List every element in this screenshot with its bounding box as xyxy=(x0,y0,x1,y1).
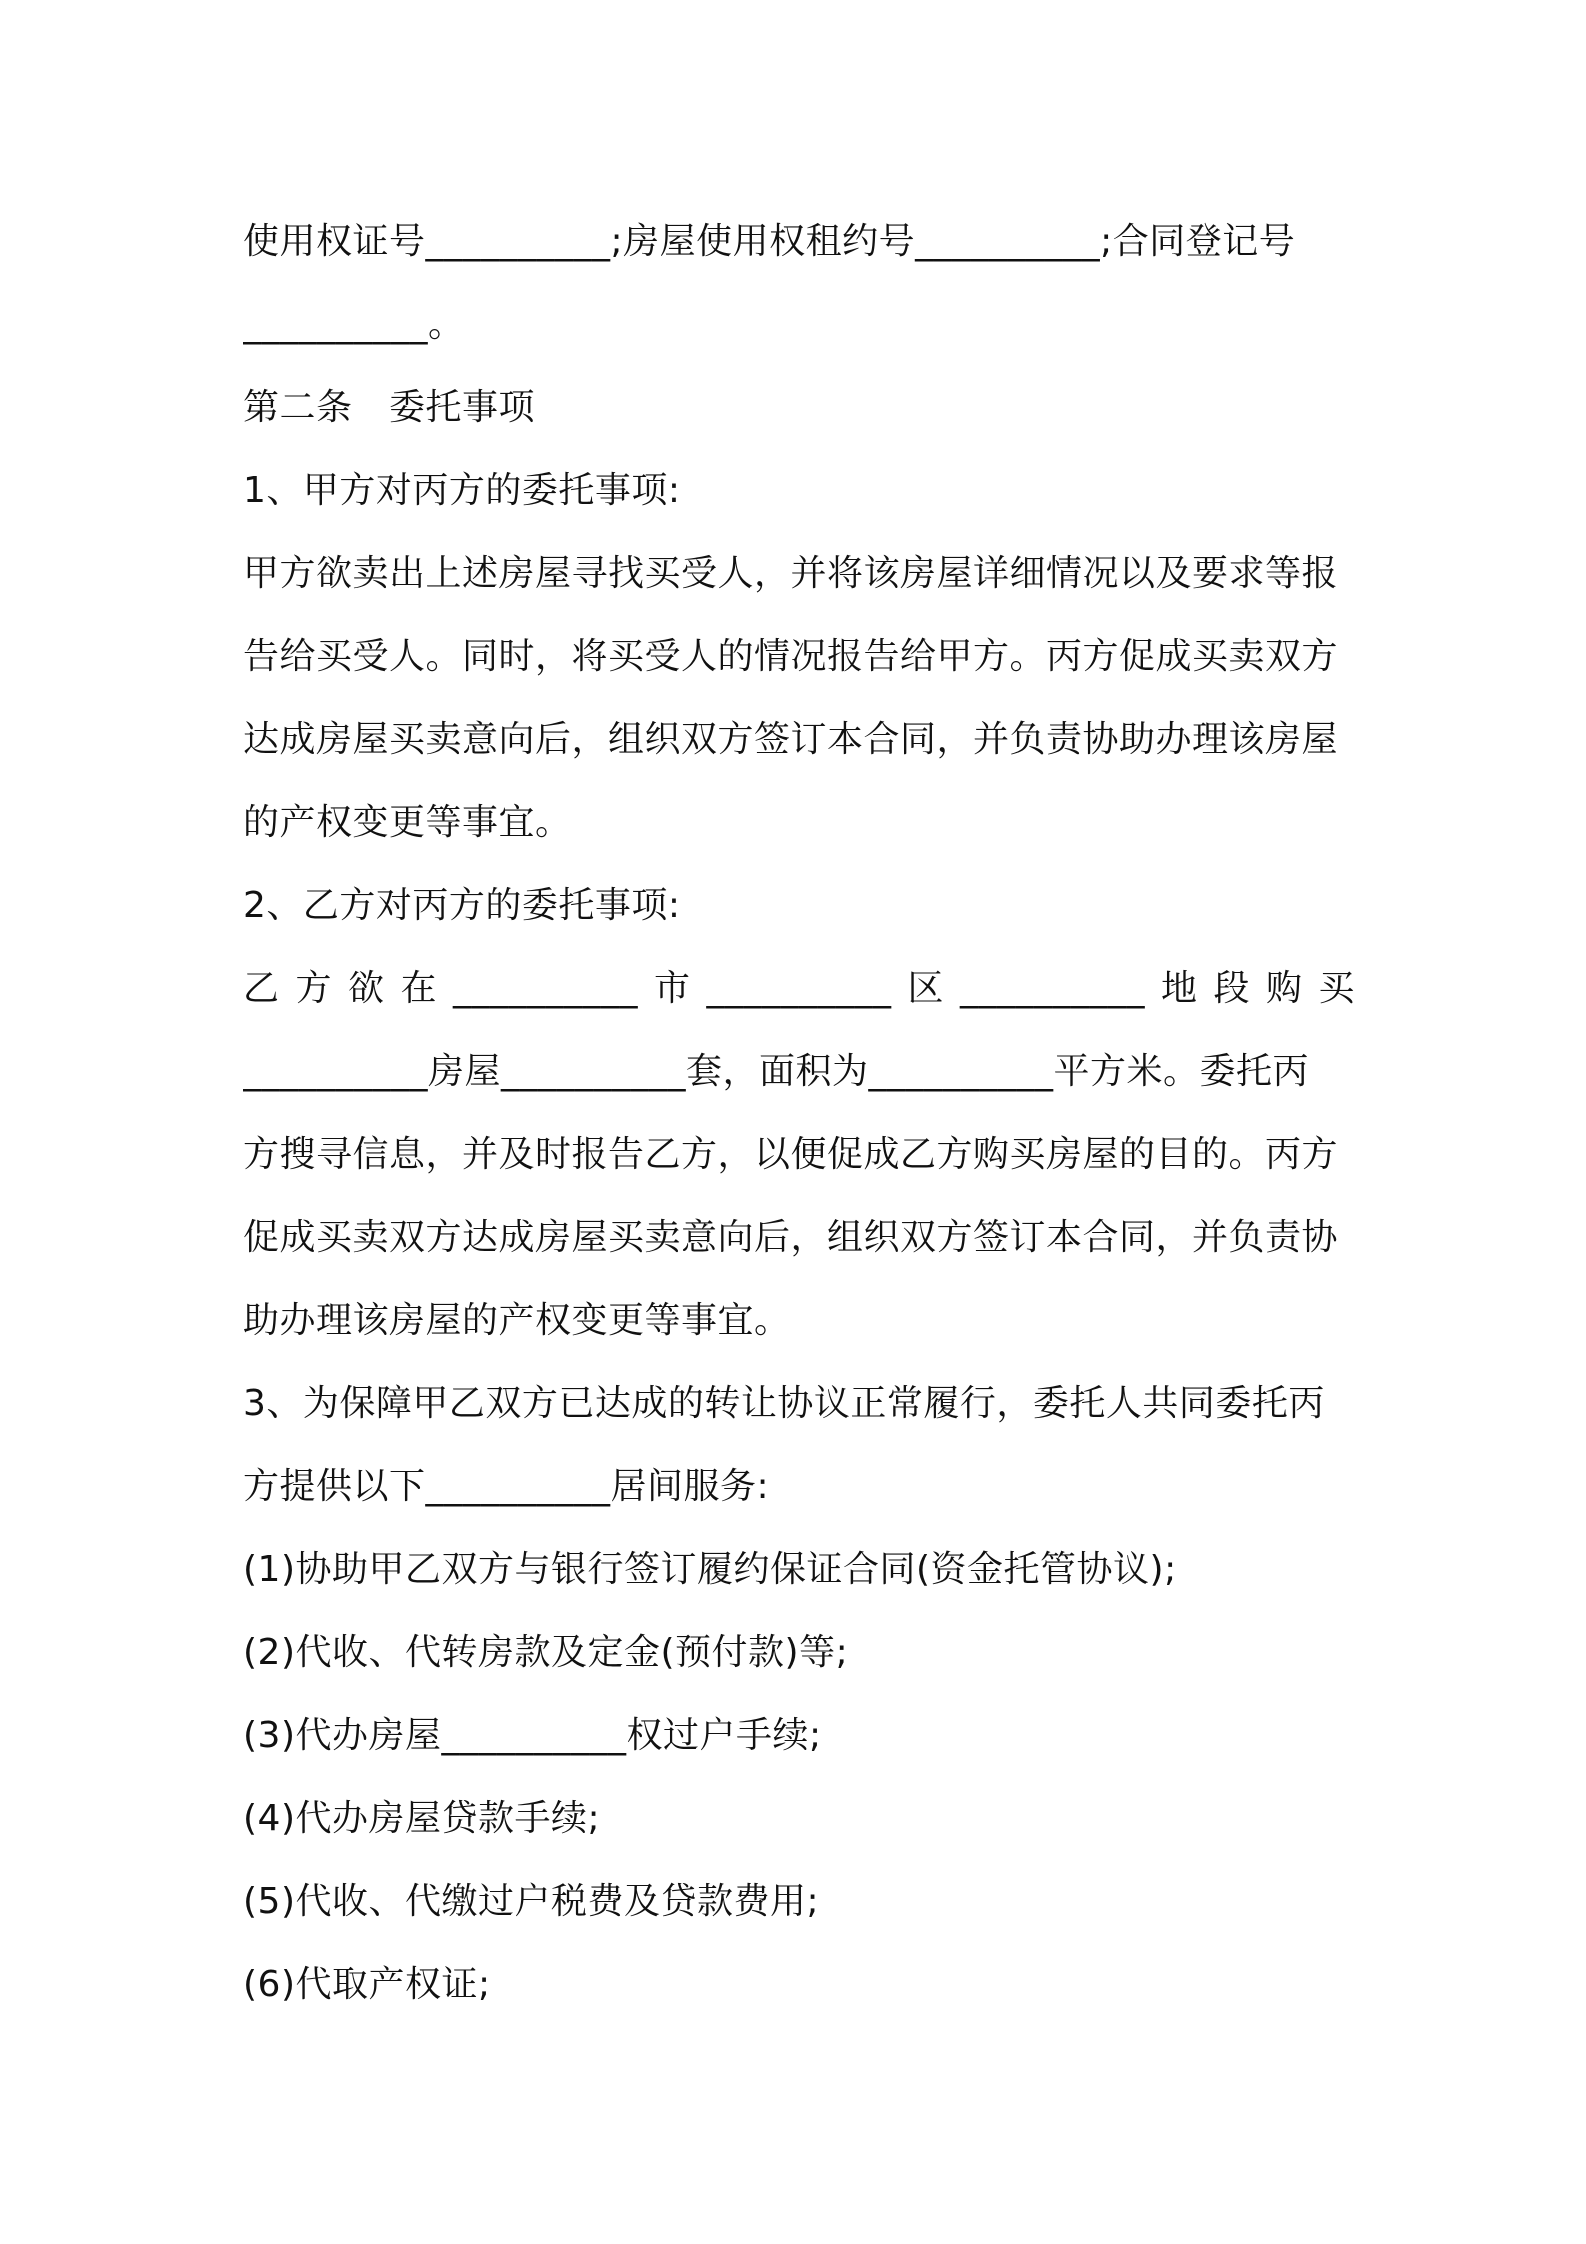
word: 市 xyxy=(653,968,691,1009)
list-item-3: (3)代办房屋__________权过户手续; xyxy=(243,1715,822,1756)
word: 欲 xyxy=(348,968,385,1009)
clause-2-heading: 2、乙方对丙方的委托事项: xyxy=(243,885,681,926)
word: 买 xyxy=(1318,968,1355,1009)
word: 段 xyxy=(1213,968,1250,1009)
word: 购 xyxy=(1265,968,1303,1009)
text-line-10 xyxy=(243,947,1355,1030)
word: 乙 xyxy=(243,968,280,1009)
list-item-6: (6)代取产权证; xyxy=(243,1964,491,2005)
list-item-2: (2)代收、代转房款及定金(预付款)等; xyxy=(243,1632,849,1673)
text-line-7: 达成房屋买卖意向后，组织双方签订本合同，并负责协助办理该房屋 xyxy=(243,719,1339,760)
list-item-4: (4)代办房屋贷款手续; xyxy=(243,1798,601,1839)
list-item-5: (5)代收、代缴过户税费及贷款费用; xyxy=(243,1881,820,1922)
text-line-6: 告给买受人。同时，将买受人的情况报告给甲方。丙方促成买卖双方 xyxy=(243,636,1339,677)
list-item-1: (1)协助甲乙双方与银行签订履约保证合同(资金托管协议); xyxy=(243,1549,1177,1590)
document-body xyxy=(243,200,1355,2026)
word: 在 xyxy=(400,968,438,1009)
section-heading: 第二条 委托事项 xyxy=(243,387,536,428)
word: 区 xyxy=(907,968,944,1009)
blank-field: __________ xyxy=(706,968,892,1009)
text-line-16: 方提供以下__________居间服务: xyxy=(243,1466,770,1507)
text-line-12: 方搜寻信息，并及时报告乙方，以便促成乙方购买房屋的目的。丙方 xyxy=(243,1134,1339,1175)
text-line-8: 的产权变更等事宜。 xyxy=(243,802,572,843)
text-line-2: __________。 xyxy=(243,304,465,345)
text-line-13: 促成买卖双方达成房屋买卖意向后，组织双方签订本合同，并负责协 xyxy=(243,1217,1339,1258)
word: 方 xyxy=(295,968,333,1009)
word: 地 xyxy=(1160,968,1198,1009)
text-line-5: 甲方欲卖出上述房屋寻找买受人，并将该房屋详细情况以及要求等报 xyxy=(243,553,1339,594)
blank-field: __________ xyxy=(959,968,1145,1009)
text-line-14: 助办理该房屋的产权变更等事宜。 xyxy=(243,1300,791,1341)
text-line-11: __________房屋__________套，面积为__________平方米。委托丙 xyxy=(243,1051,1310,1092)
blank-field: __________ xyxy=(453,968,638,1009)
text-line-1: 使用权证号__________;房屋使用权租约号__________;合同登记号 xyxy=(243,221,1296,262)
clause-1-heading: 1、甲方对丙方的委托事项: xyxy=(243,470,681,511)
clause-3-heading: 3、为保障甲乙双方已达成的转让协议正常履行，委托人共同委托丙 xyxy=(243,1383,1325,1424)
